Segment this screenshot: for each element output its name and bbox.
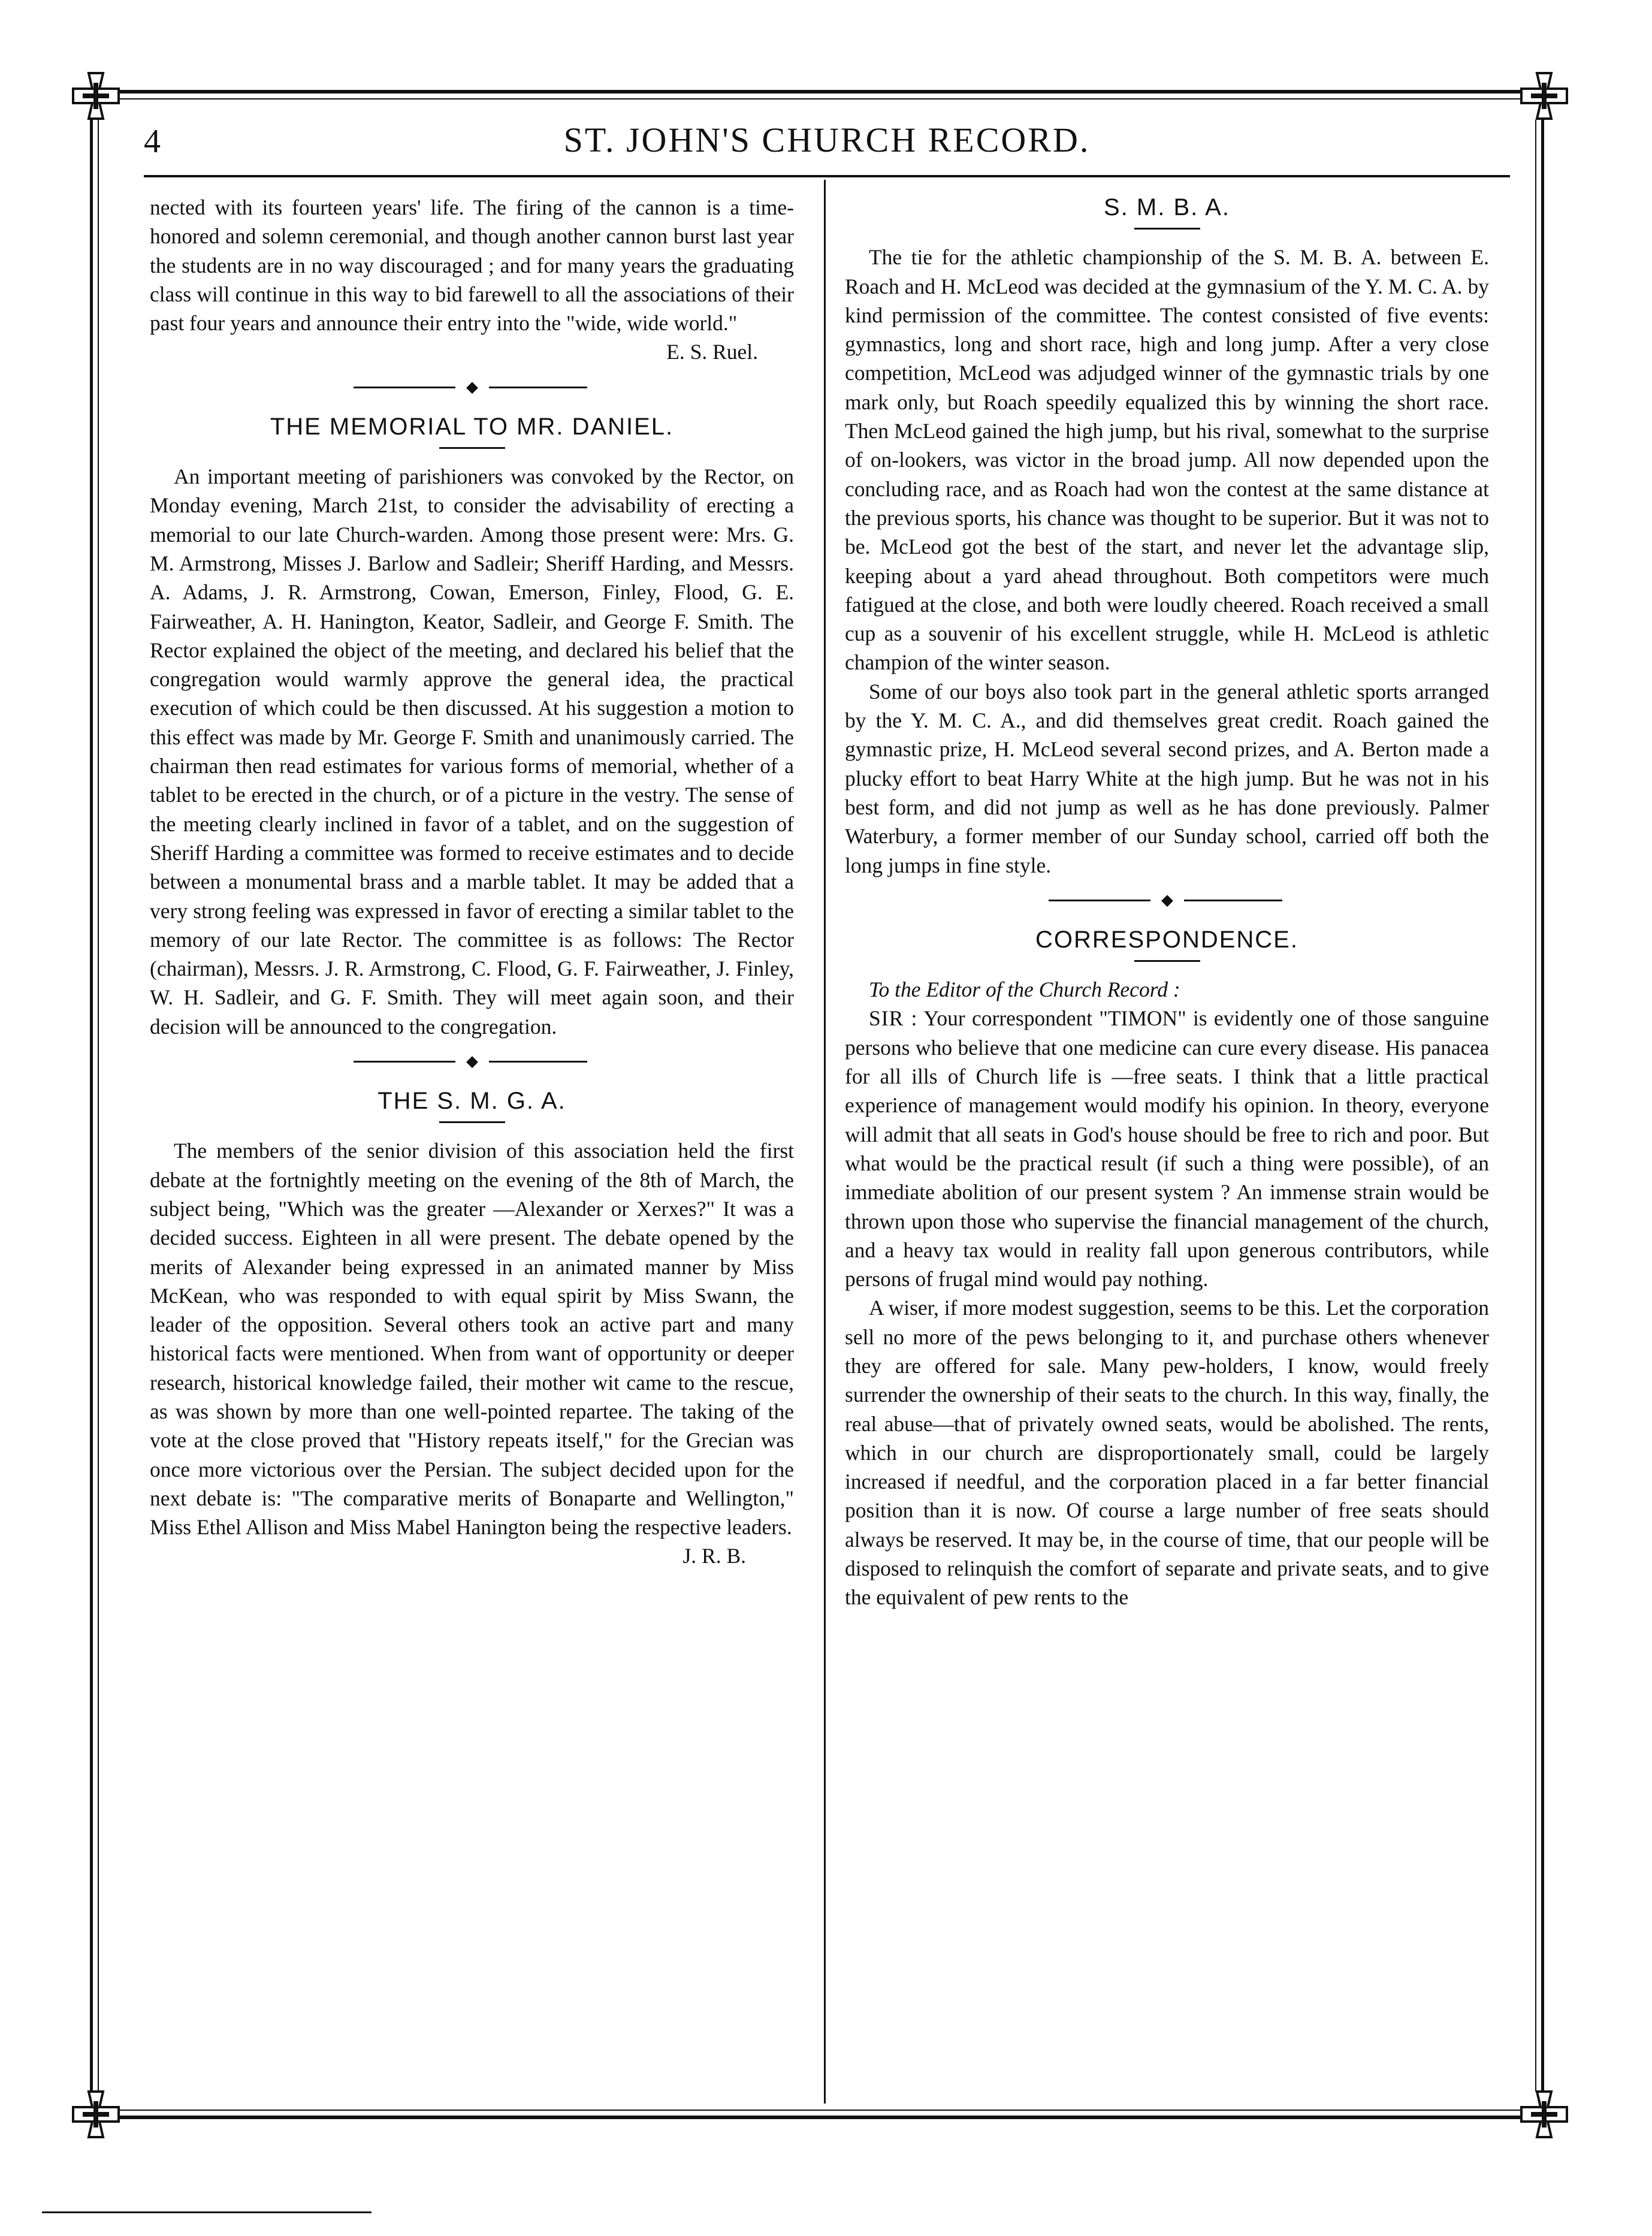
left-column <box>150 193 794 1571</box>
frame-top-rule-thin <box>114 98 1540 99</box>
frame-bottom-rule <box>114 2116 1540 2119</box>
page-title: ST. JOHN'S CHURCH RECORD. <box>563 120 1091 159</box>
frame-left-rule <box>90 120 93 2092</box>
smba-paragraph-1: The tie for the athletic championship of the S. M. B. A. between E. Roach and H. McLeod was decided at the gymnasium of the Y. M. C. A. by kind permission of the committee. The contest consisted of five events: gymnastics, long and short race, high and long jump. After a very close competition, McLeod was adjudged winner of the gymnastic trials by one mark only, but Roach speedily equalized this by winning the short race. Then McLeod gained the high jump, but his rival, somewhat to the surprise of on-lookers, was victor in the broad jump. All now depended upon the concluding race, and as Roach had won the contest at the same distance at the previous sports, his chance was thought to be superior. But it was not to be. McLeod got the best of the start, and never let the advantage slip, keeping about a yard ahead throughout. Both competitors were much fatigued at the close, and both were loudly cheered. Roach received a small cup as a souvenir of his excellent struggle, while H. McLeod is athletic champion of the winter season. <box>845 245 1489 675</box>
heading-rule <box>439 447 505 449</box>
intro-signature: E. S. Ruel. <box>666 340 758 364</box>
cross-ornament-icon <box>71 71 121 121</box>
smba-heading: S. M. B. A. <box>1104 194 1230 221</box>
frame-right-rule <box>1541 120 1544 2092</box>
correspondence-paragraph-1 <box>845 1004 1489 1293</box>
right-column <box>845 193 1489 1612</box>
ornament-icon: ◆ <box>455 1053 489 1070</box>
section-separator <box>150 375 794 399</box>
correspondence-addressee: To the Editor of the Church Record : <box>869 977 1180 1002</box>
header-rule <box>144 175 1510 177</box>
frame-left-rule-thin <box>98 120 99 2092</box>
smga-paragraph: The members of the senior division of this association held the first debate at the fortnightly meeting on the evening of the 8th of March, the subject being, "Which was the greater —Alexander or Xerxes?" It was a decided success. Eighteen in all were present. The debate opened by the merits of Alexander being expressed in an animated manner by Miss McKean, who was responded to with equal spirit by Miss Swann, the leader of the opposition. Several others took an active part and many historical facts were mentioned. When from want of opportunity or deeper research, historical knowledge failed, their mother wit came to the rescue, as was shown by more than one well-pointed repartee. The taking of the vote at the close proved that "History repeats itself," for the Grecian was once more victorious over the Persian. The subject decided upon for the next debate is: "The comparative merits of Bonaparte and Wellington," Miss Ethel Allison and Miss Mabel Hanington being the respective leaders. <box>150 1139 794 1540</box>
column-divider <box>824 180 826 2104</box>
ornament-icon: ◆ <box>455 379 489 396</box>
correspondence-heading: CORRESPONDENCE. <box>1035 926 1298 953</box>
memorial-paragraph: An important meeting of parishioners was convoked by the Rector, on Monday evening, March 21st, to consider the advisability of erecting a memorial to our late Church-warden. Among those present were: Mrs. G. M. Armstrong, Misses J. Barlow and Sadleir; Sheriff Harding, and Messrs. A. Adams, J. R. Armstrong, Cowan, Emerson, Finley, Flood, G. E. Fairweather, A. H. Hanington, Keator, Sadleir, and George F. Smith. The Rector explained the object of the meeting, and declared his belief that the congregation would warmly approve the general idea, the practical execution of which could be then discussed. At his suggestion a motion to this effect was made by Mr. George F. Smith and unanimously carried. The chairman then read estimates for various forms of memorial, whether of a tablet to be erected in the church, or of a picture in the vestry. The sense of the meeting clearly inclined in favor of a tablet, and on the suggestion of Sheriff Harding a committee was formed to receive estimates and to decide between a monumental brass and a marble tablet. It may be added that a very strong feeling was expressed in favor of erecting a similar tablet to the memory of our late Rector. The committee is as follows: The Rector (chairman), Messrs. J. R. Armstrong, C. Flood, G. F. Fairweather, J. Finley, W. H. Sadleir, and G. F. Smith. They will meet again soon, and their decision will be announced to the congregation. <box>150 464 794 1039</box>
smga-signature-line <box>150 1541 794 1570</box>
cross-ornament-icon <box>71 2089 121 2140</box>
section-separator <box>845 888 1489 912</box>
smga-signature: J. R. B. <box>682 1544 746 1568</box>
frame-right-rule-thin <box>1535 120 1536 2092</box>
smba-paragraph-2: Some of our boys also took part in the general athletic sports arranged by the Y. M. C. A., and did themselves great credit. Roach gained the gymnastic prize, H. McLeod several second prizes, and A. Berton made a plucky effort to beat Harry White at the high jump. But he was not in his best form, and did not jump as well as he has done previously. Palmer Waterbury, a former member of our Sunday school, carried off both the long jumps in fine style. <box>845 679 1489 877</box>
heading-rule <box>1134 960 1200 962</box>
page-header <box>144 114 1510 174</box>
heading-rule <box>1134 228 1200 230</box>
cross-ornament-icon <box>1519 2089 1569 2140</box>
intro-signature-line <box>150 337 794 366</box>
cross-ornament-icon <box>1519 71 1569 121</box>
page-number: 4 <box>144 123 161 160</box>
memorial-heading: THE MEMORIAL TO MR. DANIEL. <box>270 413 674 440</box>
correspondence-salutation: SIR : <box>869 1006 918 1031</box>
section-separator <box>150 1049 794 1073</box>
smga-heading: THE S. M. G. A. <box>377 1088 566 1115</box>
ornament-icon: ◆ <box>1150 892 1184 909</box>
heading-rule <box>439 1121 505 1123</box>
frame-top-rule <box>114 90 1540 93</box>
correspondence-text-1: Your correspondent "TIMON" is evidently one of those sanguine persons who believe that one medicine can cure every disease. His panacea for all ills of Church life is —free seats. I think that a little practical experience of management would modify his opinion. In theory, everyone will admit that all seats in God's house should be free to rich and poor. But what would be the practical result (if such a thing were possible), of an immediate abolition of our present system ? An immense strain would be thrown upon those who supervise the financial management of the church, and a heavy tax would in reality fall upon generous contributors, while persons of frugal mind would pay nothing. <box>845 1006 1490 1291</box>
intro-paragraph: nected with its fourteen years' life. The firing of the cannon is a time-honored and solemn ceremonial, and though another cannon burst last year the students are in no way discouraged ; and for many years the graduating class will continue in this way to bid farewell to all the associations of their past four years and announce their entry into the "wide, wide world." <box>150 195 794 336</box>
footer-mark <box>42 2211 372 2213</box>
frame-bottom-rule-thin <box>114 2110 1540 2111</box>
correspondence-paragraph-2: A wiser, if more modest suggestion, seems to be this. Let the corporation sell no more of the pews belonging to it, and purchase others whenever they are offered for sale. Many pew-holders, I know, would freely surrender the ownership of their seats to the church. In this way, finally, the real abuse—that of privately owned seats, would be abolished. The rents, which in our church are disproportionately small, could be largely increased if needful, and the corporation placed in a far better financial position than it is now. Of course a large number of free seats should always be reserved. It may be, in the course of time, that our people will be disposed to relinquish the comfort of separate and private seats, and to give the equivalent of pew rents to the <box>845 1296 1489 1610</box>
